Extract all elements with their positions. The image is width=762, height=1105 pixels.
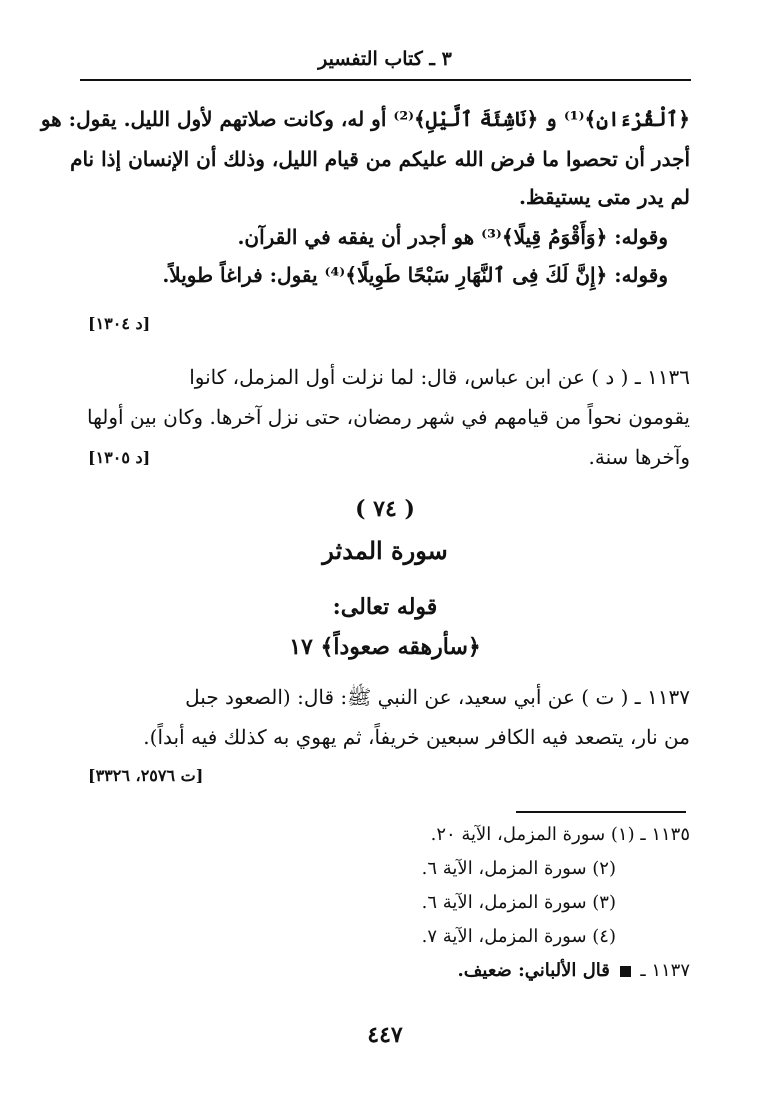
top-line-4: وقوله: ﴿وَأَقْوَمُ قِيلًا﴾⁽³⁾ هو أجدر أن يفقه في القرآن. [237,225,668,249]
verse-text: ﴿سأرهقه صعوداً﴾ ١٧ [289,634,481,660]
footnote-1: ١١٣٥ ـ (١) سورة المزمل، الآية ٢٠. [430,824,690,845]
header-divider [80,79,691,81]
top-line-3: لم يدر متى يستيقظ. [519,185,690,209]
reference-2576-3326: [ت ٢٥٧٦، ٣٣٢٦] [88,766,204,785]
hadith-1136-line-2: يقومون نحواً من قيامهم في شهر رمضان، حتى نزل آخرها. وكان بين أولها [86,405,690,429]
reference-1305: [د ١٣٠٥] [88,448,151,467]
verse-heading: قوله تعالى: [332,594,438,620]
hadith-1137-line-1: ١١٣٧ ـ ( ت ) عن أبي سعيد، عن النبي ﷺ: قال: (الصعود جبل [185,685,690,709]
reference-1304: [د ١٣٠٤] [88,314,151,333]
hadith-1136-line-3: وآخرها سنة. [588,445,690,469]
footnote-4: (٤) سورة المزمل، الآية ٧. [421,926,616,947]
running-header: ٣ ـ كتاب التفسير [318,48,452,70]
surah-number: ( ٧٤ ) [355,496,415,522]
top-line-5: وقوله: ﴿إِنَّ لَكَ فِى ٱلنَّهَارِ سَبْحًا طَوِيلًا﴾⁽⁴⁾ يقول: فراغاً طويلاً. [162,263,668,287]
page-number: ٤٤٧ [367,1022,403,1048]
top-line-2: أجدر أن تحصوا ما فرض الله عليكم من قيام الليل، وذلك أن الإنسان إذا نام [70,147,690,171]
top-line-1: ﴿ٱلْقُرْءَانِ﴾⁽¹⁾ و ﴿نَاشِئَةَ ٱلَّيْلِ﴾⁽²⁾ أو له، وكانت صلاتهم لأول الليل. يقول: هو [40,107,690,131]
footnote-3: (٣) سورة المزمل، الآية ٦. [421,892,616,913]
footnote-5-text: قال الألباني: ضعيف. [457,960,610,981]
hadith-1137-line-2: من نار، يتصعد فيه الكافر سبعين خريفاً، ثم يهوي به كذلك فيه أبداً). [143,725,690,749]
surah-name: سورة المدثر [322,536,448,565]
footnote-2: (٢) سورة المزمل، الآية ٦. [421,858,616,879]
square-bullet-icon [620,966,631,977]
footnote-5-prefix: ١١٣٧ ـ [640,960,690,981]
hadith-1136-line-1: ١١٣٦ ـ ( د ) عن ابن عباس، قال: لما نزلت أول المزمل، كانوا [189,365,690,389]
footnote-divider [516,811,686,813]
footnote-5 [458,956,690,986]
